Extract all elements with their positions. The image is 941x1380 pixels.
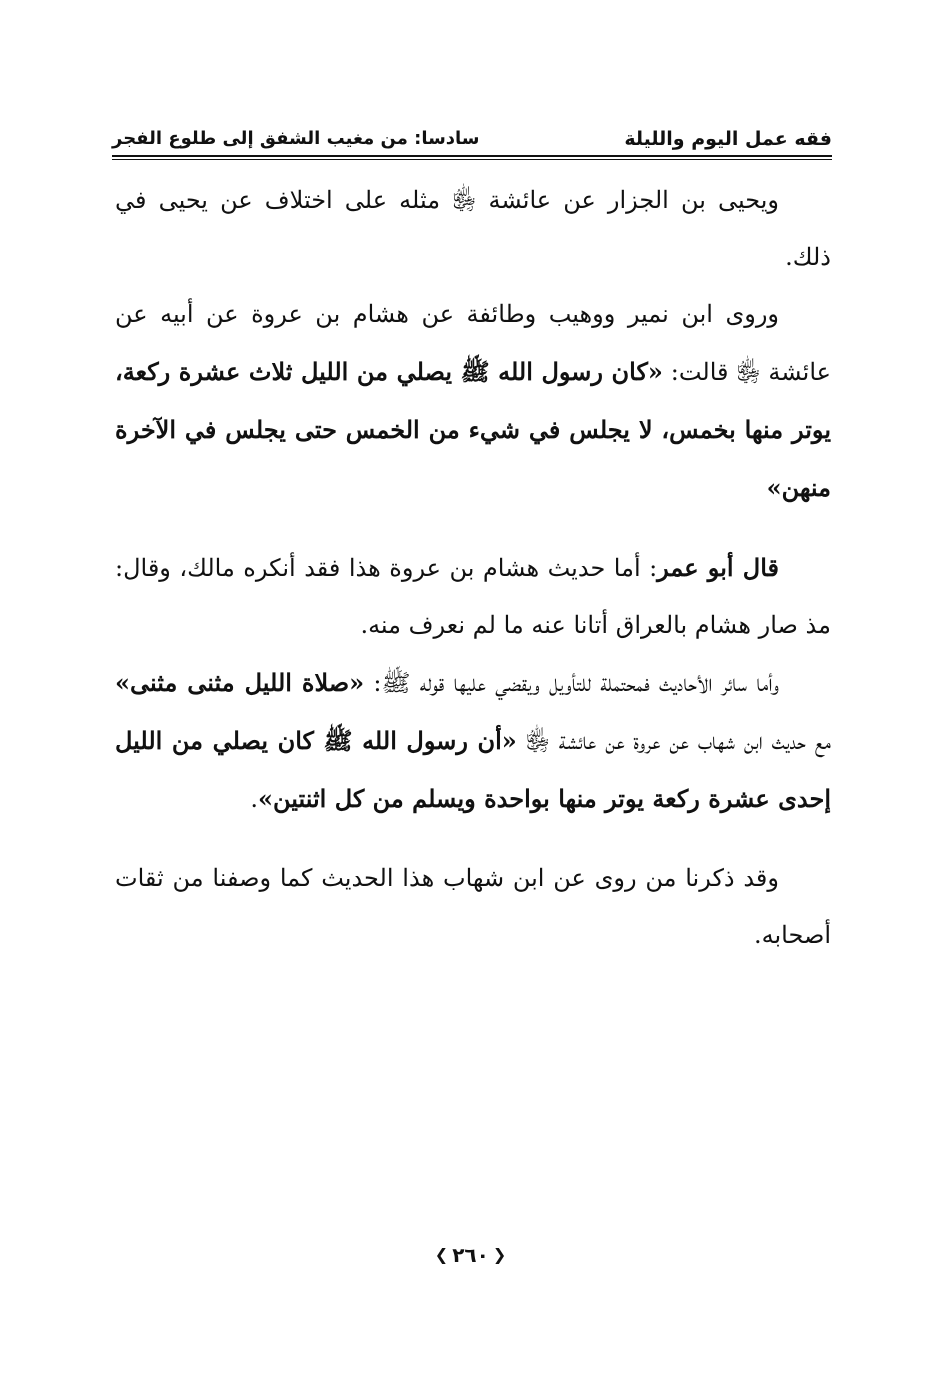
ornament-left-icon: ❮ [492,1245,507,1264]
paragraph-text: : أما حديث هشام بن عروة هذا فقد أنكره مالك، وقال: مذ صار هشام بالعراق أتانا عنه ما لم نعرف منه. [115,554,831,639]
paragraph [115,172,831,286]
page-footer [0,1243,941,1267]
paragraph-text: . [250,785,258,813]
quoted-hadith-text: «صلاة الليل مثنى مثنى» [115,668,365,697]
header-rule [112,155,832,160]
quoted-hadith-text: «كان رسول الله ﷺ يصلي من الليل ثلاث عشرة ركعة، يوتر منها بخمس، لا يجلس في شيء من الخمس حتى يجلس في الآخرة منهن» [115,357,831,502]
book-title: فقه عمل اليوم والليلة [624,128,832,150]
paragraph-text: وروى ابن نمير ووهيب وطائفة عن هشام بن عروة عن أبيه عن عائشة ﵂ قالت: [115,300,831,386]
quoted-hadith-text: قال أبو عمر [657,553,779,582]
paragraph-text: وقد ذكرنا من روى عن ابن شهاب هذا الحديث كما وصفنا من ثقات أصحابه. [115,864,831,949]
paragraph [115,850,831,964]
ornament-right-icon: ❯ [434,1245,449,1264]
quoted-hadith-text: «أن رسول الله ﷺ كان يصلي من الليل إحدى عشرة ركعة يوتر منها بواحدة ويسلم من كل اثنتين» [115,726,831,813]
paragraph-text: وأما سائر الأحاديث فمحتملة للتأويل ويقضي عليها قوله ﷺ: [364,669,779,697]
main-text [115,172,831,964]
paragraph-text: ويحيى بن الجزار عن عائشة ﵂ مثله على اختلاف عن يحيى في ذلك. [115,186,831,271]
paragraph [115,654,831,828]
paragraph [115,286,831,517]
chapter-title: سادسا: من مغيب الشفق إلى طلوع الفجر [112,128,480,149]
running-header [112,120,832,160]
page-number: ٢٦٠ [452,1243,489,1267]
paragraph-text: مع حديث ابن شهاب عن عروة عن عائشة ﵂ [516,727,831,755]
paragraph [115,539,831,654]
